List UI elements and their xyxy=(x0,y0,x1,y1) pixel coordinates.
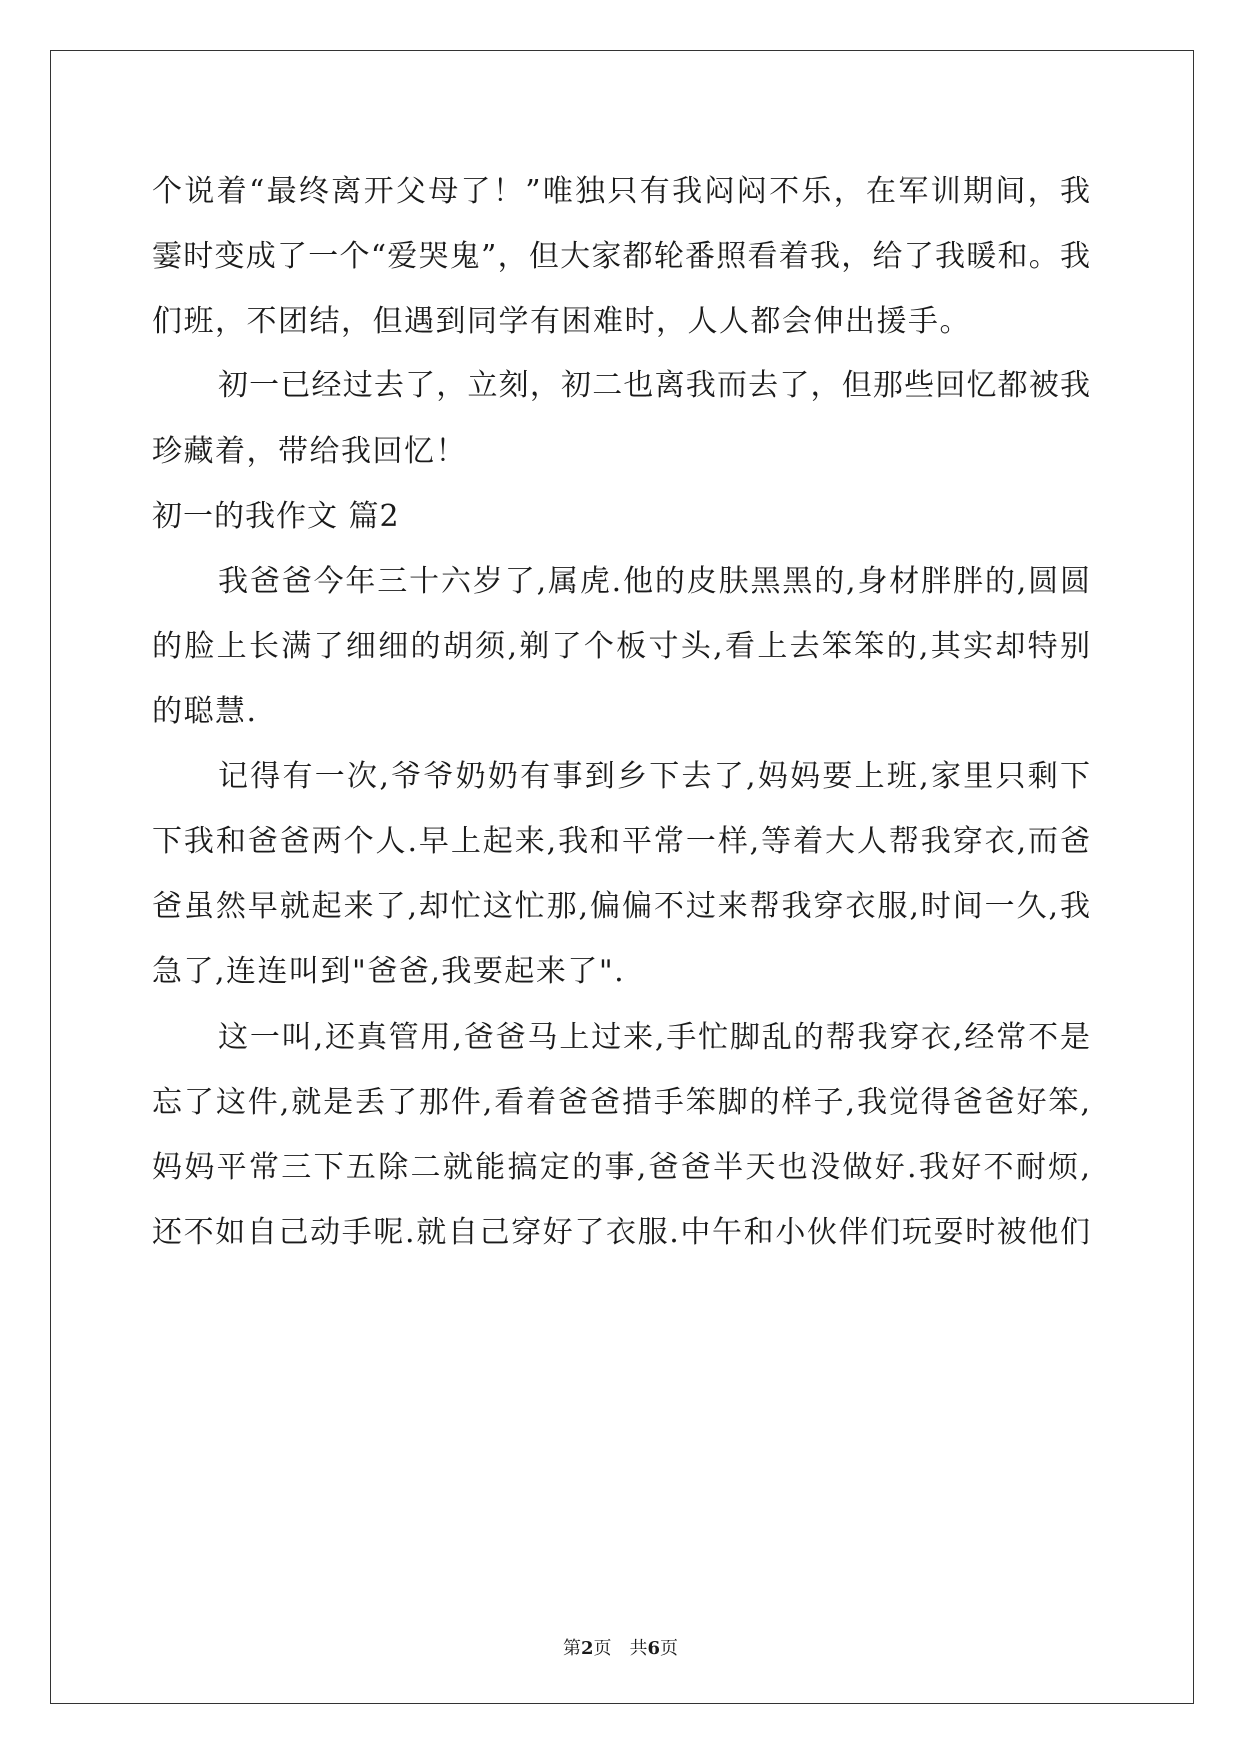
text-line-5: 珍藏着，带给我回忆！ xyxy=(152,434,467,469)
text-line-16: 妈妈平常三下五除二就能搞定的事,爸爸半天也没做好.我好不耐烦, xyxy=(152,1150,1090,1185)
footer-prefix: 第 xyxy=(562,1638,581,1659)
footer-suffix: 页 xyxy=(660,1638,679,1659)
text-line-9: 的聪慧. xyxy=(152,694,258,729)
footer-total-pages: 6 xyxy=(647,1638,661,1659)
text-line-3: 们班，不团结，但遇到同学有困难时，人人都会伸出援手。 xyxy=(152,304,971,339)
footer-page-number: 2 xyxy=(580,1638,594,1659)
text-line-17: 还不如自己动手呢.就自己穿好了衣服.中午和小伙伴们玩耍时被他们 xyxy=(152,1215,1090,1250)
text-line-10: 记得有一次,爷爷奶奶有事到乡下去了,妈妈要上班,家里只剩下 xyxy=(218,759,1090,794)
text-line-15: 忘了这件,就是丢了那件,看着爸爸措手笨脚的样子,我觉得爸爸好笨, xyxy=(152,1085,1090,1120)
text-line-8: 的脸上长满了细细的胡须,剃了个板寸头,看上去笨笨的,其实却特别 xyxy=(152,629,1090,664)
text-line-4: 初一已经过去了，立刻，初二也离我而去了，但那些回忆都被我 xyxy=(218,368,1090,403)
page-footer xyxy=(0,1637,1241,1661)
text-line-7: 我爸爸今年三十六岁了,属虎.他的皮肤黑黑的,身材胖胖的,圆圆 xyxy=(218,564,1090,599)
text-line-1: 个说着“最终离开父母了！”唯独只有我闷闷不乐，在军训期间，我 xyxy=(152,174,1090,209)
text-line-13: 急了,连连叫到"爸爸,我要起来了". xyxy=(152,954,626,989)
text-line-14: 这一叫,还真管用,爸爸马上过来,手忙脚乱的帮我穿衣,经常不是 xyxy=(218,1020,1090,1055)
page-border xyxy=(50,50,1194,1704)
footer-middle: 页 共 xyxy=(593,1638,648,1659)
section-heading: 初一的我作文 篇2 xyxy=(152,499,400,534)
text-line-2: 霎时变成了一个“爱哭鬼”，但大家都轮番照看着我，给了我暖和。我 xyxy=(152,239,1090,274)
text-line-12: 爸虽然早就起来了,却忙这忙那,偏偏不过来帮我穿衣服,时间一久,我 xyxy=(152,889,1090,924)
text-line-11: 下我和爸爸两个人.早上起来,我和平常一样,等着大人帮我穿衣,而爸 xyxy=(152,824,1090,859)
